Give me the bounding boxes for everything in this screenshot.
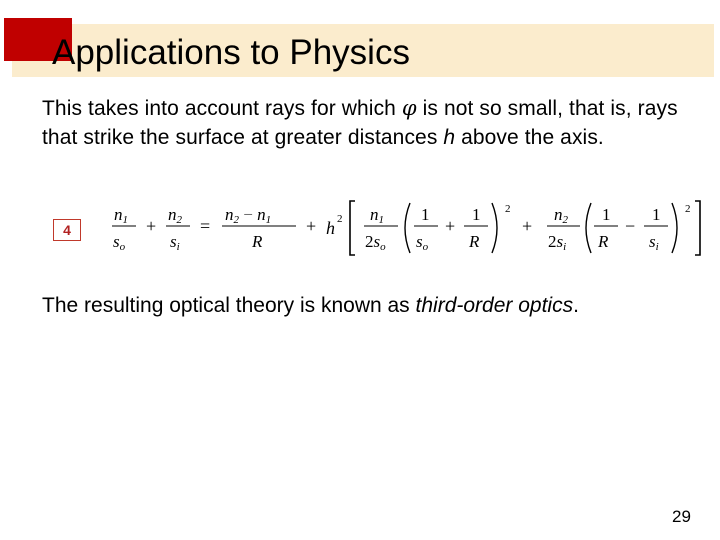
- svg-text:=: =: [200, 216, 211, 236]
- svg-text:n1: n1: [114, 205, 128, 226]
- svg-text:2so: 2so: [365, 232, 386, 253]
- svg-text:n2: n2: [168, 205, 182, 226]
- svg-text:2si: 2si: [548, 232, 567, 253]
- svg-text:n2 − n1: n2 − n1: [225, 205, 272, 226]
- svg-text:R: R: [469, 232, 480, 251]
- svg-text:so: so: [113, 232, 126, 253]
- svg-text:so: so: [416, 232, 429, 253]
- height-variable: h: [443, 126, 456, 149]
- svg-text:+: +: [146, 216, 157, 236]
- svg-text:1: 1: [602, 205, 611, 224]
- svg-text:1: 1: [652, 205, 661, 224]
- svg-text:2: 2: [685, 203, 691, 215]
- intro-paragraph: [42, 94, 692, 152]
- intro-text-1: This takes into account rays for which: [42, 97, 402, 120]
- svg-text:n1: n1: [370, 205, 384, 226]
- equation-figure: [108, 198, 708, 260]
- svg-text:−: −: [625, 216, 636, 236]
- svg-text:si: si: [649, 232, 659, 253]
- svg-text:1: 1: [472, 205, 481, 224]
- refraction-equation: [108, 198, 708, 260]
- svg-text:+: +: [306, 216, 317, 236]
- svg-text:2: 2: [337, 213, 343, 225]
- svg-text:+: +: [522, 216, 533, 236]
- svg-text:2: 2: [505, 203, 511, 215]
- svg-text:h: h: [326, 218, 335, 238]
- third-order-optics-term: third-order optics: [415, 294, 574, 317]
- svg-text:si: si: [170, 232, 180, 253]
- result-text-1: The resulting optical theory is known as: [42, 294, 416, 317]
- svg-text:+: +: [445, 216, 456, 236]
- page-number: 29: [672, 507, 691, 526]
- svg-text:1: 1: [421, 205, 430, 224]
- intro-text-3: above the axis.: [455, 126, 604, 149]
- phi-symbol: φ: [401, 96, 417, 120]
- result-text-2: .: [573, 294, 579, 317]
- equation-number: 4: [53, 219, 81, 241]
- result-paragraph: [42, 291, 702, 320]
- svg-text:n2: n2: [554, 205, 568, 226]
- svg-text:R: R: [598, 232, 609, 251]
- intro-text-2: is not so small, that is, rays that strike the surface at greater distances: [42, 97, 678, 149]
- slide-title: Applications to Physics: [52, 33, 410, 72]
- svg-text:R: R: [252, 232, 263, 251]
